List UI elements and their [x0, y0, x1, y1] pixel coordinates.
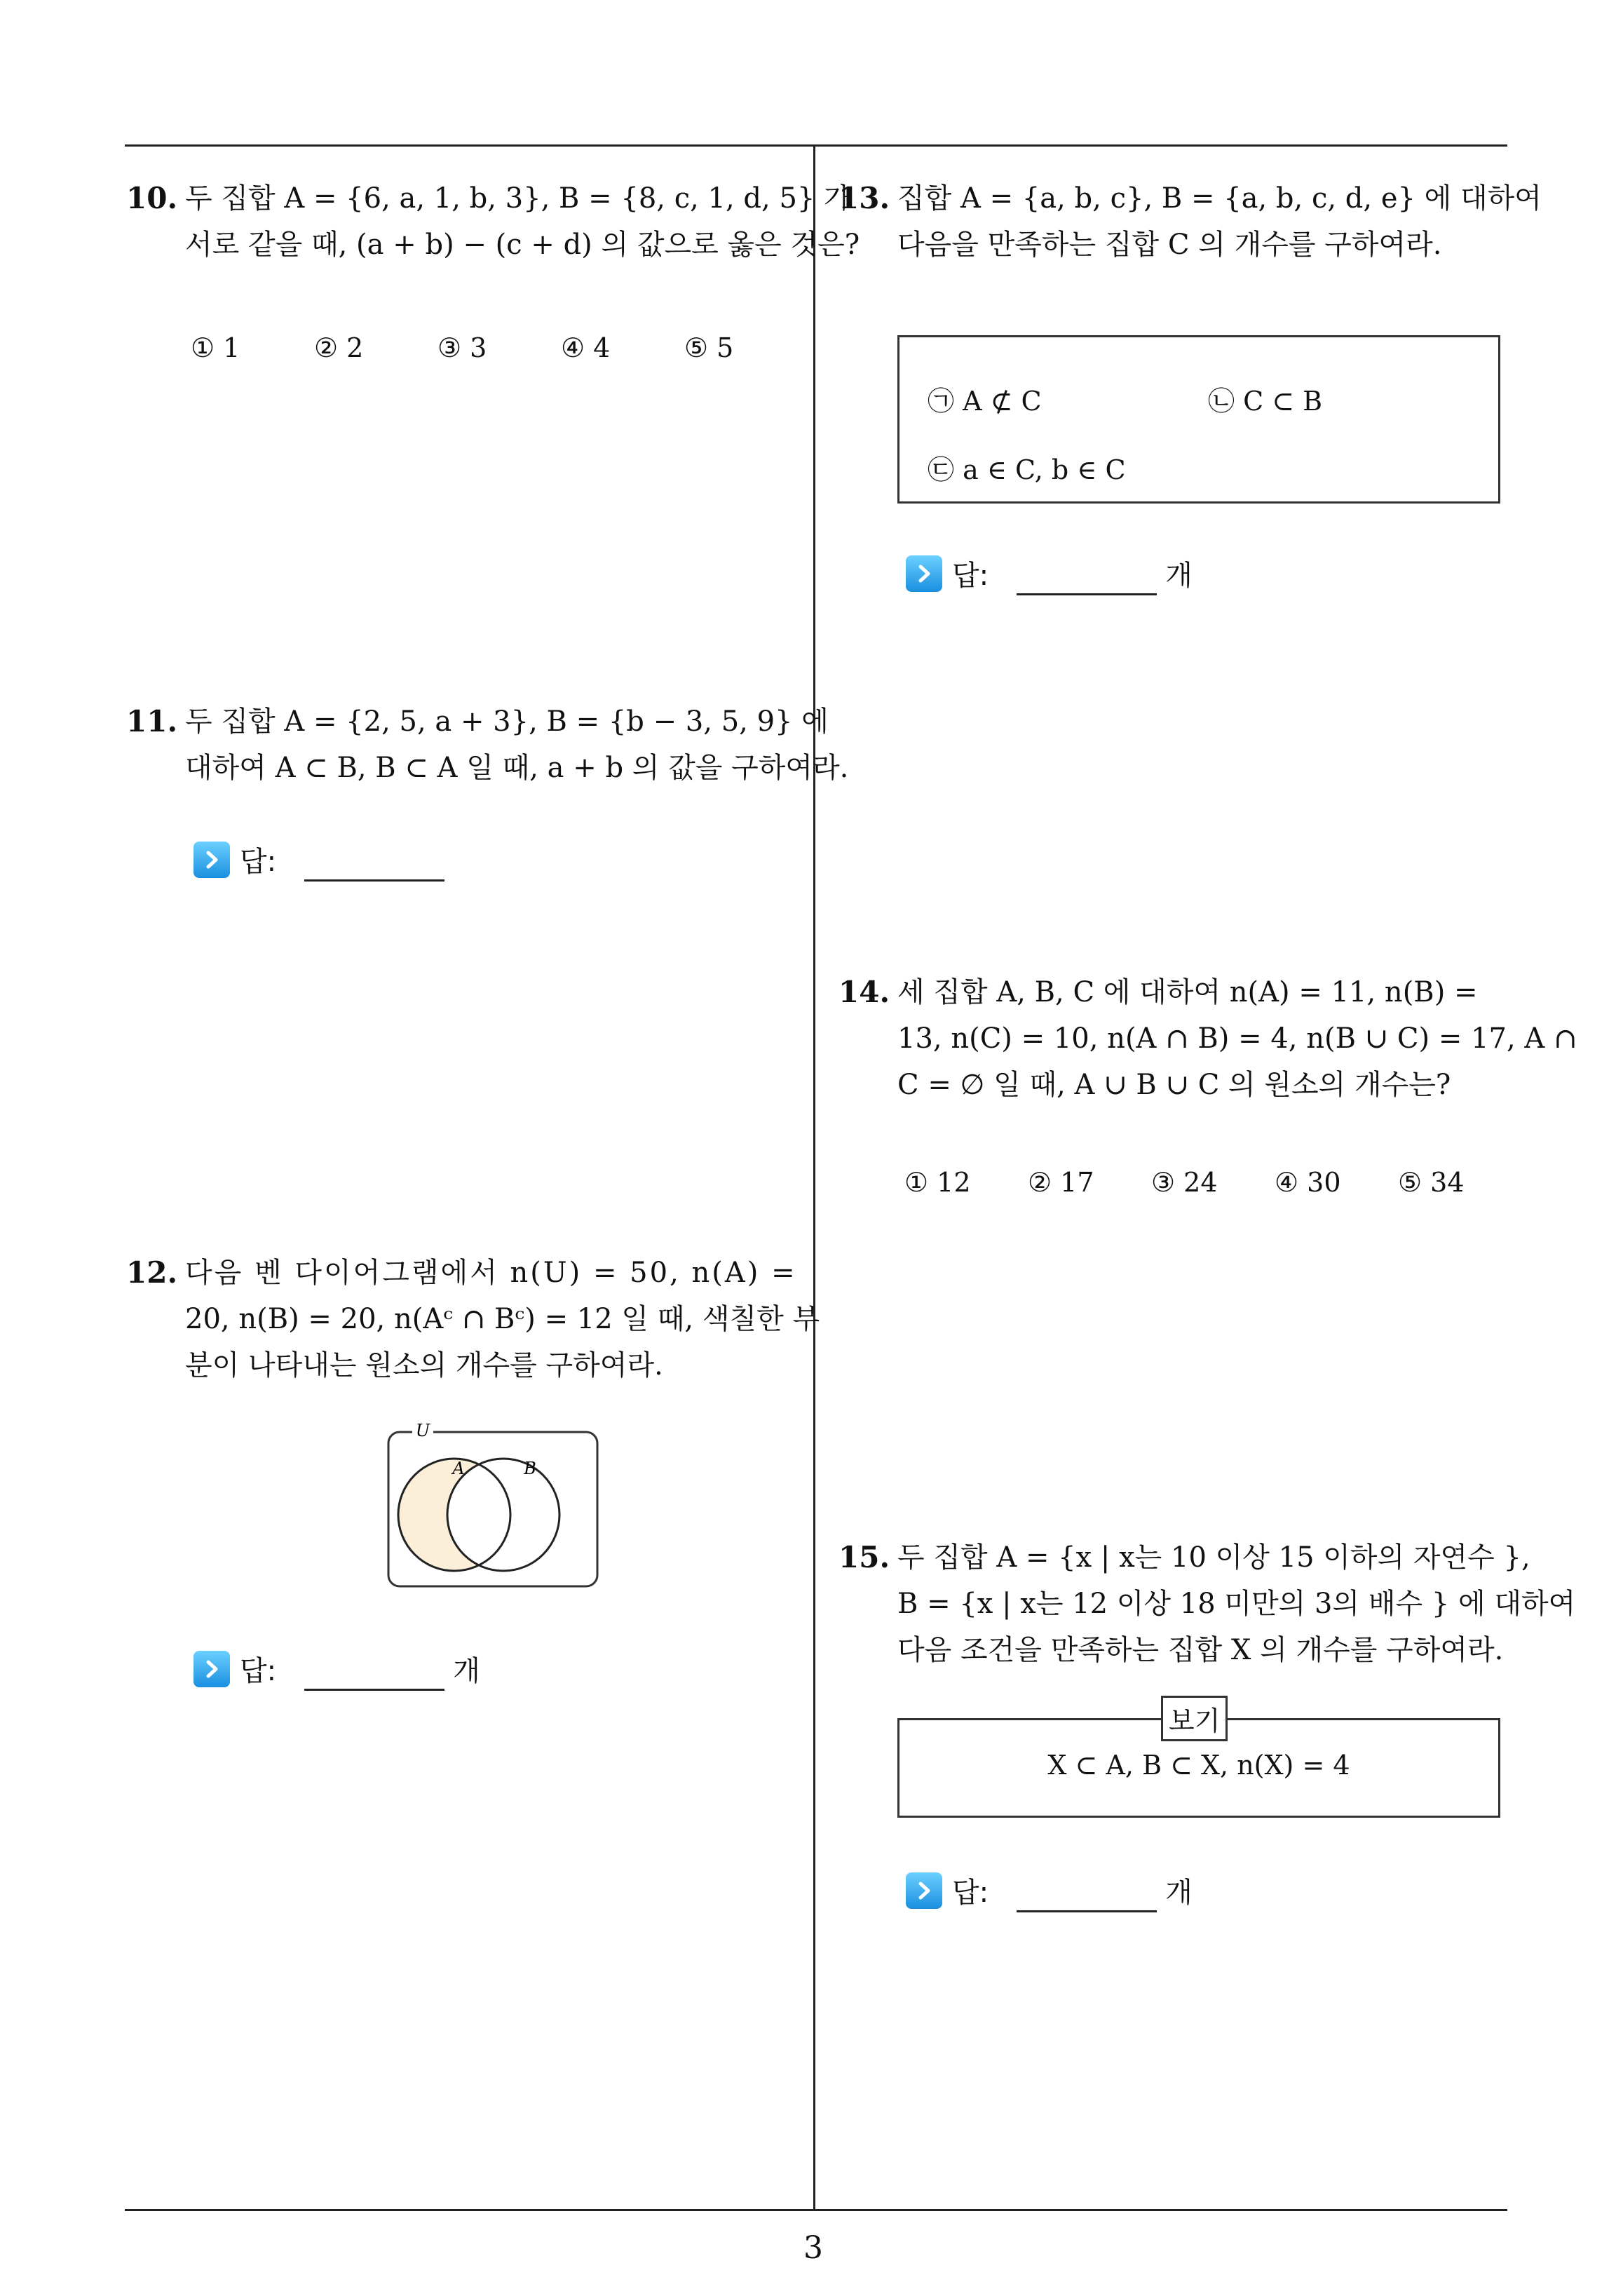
- question-text-line: 서로 같을 때, (a + b) − (c + d) 의 값으로 옳은 것은?: [185, 229, 860, 261]
- answer-input[interactable]: [1017, 551, 1157, 595]
- question-text-line: 다음 벤 다이어그램에서 n(U) = 50, n(A) =: [185, 1257, 797, 1289]
- question-number: 11.: [126, 704, 178, 738]
- page-number: 3: [803, 2230, 823, 2266]
- choice-list: [191, 332, 808, 363]
- answer-input[interactable]: [304, 837, 444, 882]
- question-text-line: 다음 조건을 만족하는 집합 X 의 개수를 구하여라.: [897, 1634, 1504, 1666]
- answer-label: 답:: [952, 1877, 989, 1909]
- condition-3: ㉢ a ∈ C, b ∈ C: [928, 454, 1126, 485]
- column-divider: [813, 144, 815, 2211]
- answer-unit: 개: [1165, 1877, 1193, 1909]
- choice-4[interactable]: ④ 30: [1275, 1167, 1341, 1198]
- question-text-line: 대하여 A ⊂ B, B ⊂ A 일 때, a + b 의 값을 구하여라.: [185, 752, 849, 784]
- choice-1[interactable]: ① 1: [191, 332, 240, 363]
- question-number: 14.: [838, 975, 890, 1009]
- top-rule: [125, 144, 1507, 147]
- choice-5[interactable]: ⑤ 5: [684, 332, 734, 363]
- question-text-line: C = ∅ 일 때, A ∪ B ∪ C 의 원소의 개수는?: [897, 1069, 1451, 1101]
- question-text-line: 분이 나타내는 원소의 개수를 구하여라.: [185, 1349, 663, 1382]
- question-text-line: 두 집합 A = {6, a, 1, b, 3}, B = {8, c, 1, d, 5} 가: [185, 182, 851, 215]
- bottom-rule: [125, 2209, 1507, 2211]
- choice-3[interactable]: ③ 3: [437, 332, 487, 363]
- choice-2[interactable]: ② 17: [1028, 1167, 1094, 1198]
- condition-box: [897, 335, 1500, 504]
- question-number: 15.: [838, 1540, 890, 1574]
- question-text-line: 13, n(C) = 10, n(A ∩ B) = 4, n(B ∪ C) = 17, A ∩: [897, 1022, 1577, 1055]
- choice-5[interactable]: ⑤ 34: [1398, 1167, 1465, 1198]
- venn-diagram: [384, 1410, 609, 1592]
- choice-2[interactable]: ② 2: [314, 332, 364, 363]
- answer-row: [193, 1647, 480, 1691]
- chevron-right-icon: [193, 842, 230, 878]
- venn-set-a-label: A: [452, 1459, 465, 1478]
- choice-4[interactable]: ④ 4: [561, 332, 611, 363]
- question-text-line: 두 집합 A = {x | x는 10 이상 15 이하의 자연수 },: [897, 1541, 1530, 1574]
- question-text-line: B = {x | x는 12 이상 18 미만의 3의 배수 } 에 대하여: [897, 1588, 1576, 1620]
- question-text-line: 세 집합 A, B, C 에 대하여 n(A) = 11, n(B) =: [897, 976, 1478, 1008]
- answer-label: 답:: [240, 846, 277, 878]
- chevron-right-icon: [906, 555, 942, 592]
- choice-1[interactable]: ① 12: [904, 1167, 971, 1198]
- question-text-line: 다음을 만족하는 집합 C 의 개수를 구하여라.: [897, 229, 1442, 261]
- question-text-line: 집합 A = {a, b, c}, B = {a, b, c, d, e} 에 대하여: [897, 182, 1542, 215]
- choice-3[interactable]: ③ 24: [1151, 1167, 1218, 1198]
- answer-unit: 개: [453, 1655, 480, 1687]
- chevron-right-icon: [193, 1651, 230, 1687]
- question-number: 13.: [838, 181, 890, 215]
- venn-set-b-label: B: [524, 1459, 536, 1478]
- venn-universe-label: U: [415, 1421, 430, 1440]
- question-number: 12.: [126, 1255, 178, 1290]
- bogi-label: 보기: [1161, 1696, 1228, 1741]
- answer-input[interactable]: [1017, 1868, 1157, 1912]
- answer-label: 답:: [240, 1655, 277, 1687]
- condition-2: ㉡ C ⊂ B: [1208, 386, 1323, 417]
- condition-1: ㉠ A ⊄ C: [928, 386, 1042, 417]
- choice-list: [904, 1167, 1521, 1198]
- answer-label: 답:: [952, 560, 989, 592]
- answer-input[interactable]: [304, 1647, 444, 1691]
- question-text-line: 두 집합 A = {2, 5, a + 3}, B = {b − 3, 5, 9} 에: [185, 705, 829, 738]
- answer-row: [906, 1868, 1193, 1912]
- answer-row: [906, 551, 1193, 595]
- chevron-right-icon: [906, 1872, 942, 1909]
- bogi-text: X ⊂ A, B ⊂ X, n(X) = 4: [1047, 1750, 1350, 1781]
- answer-row: [193, 837, 444, 882]
- answer-unit: 개: [1165, 560, 1193, 592]
- question-number: 10.: [126, 181, 178, 215]
- question-text-line: 20, n(B) = 20, n(Aᶜ ∩ Bᶜ) = 12 일 때, 색칠한 부: [185, 1303, 820, 1335]
